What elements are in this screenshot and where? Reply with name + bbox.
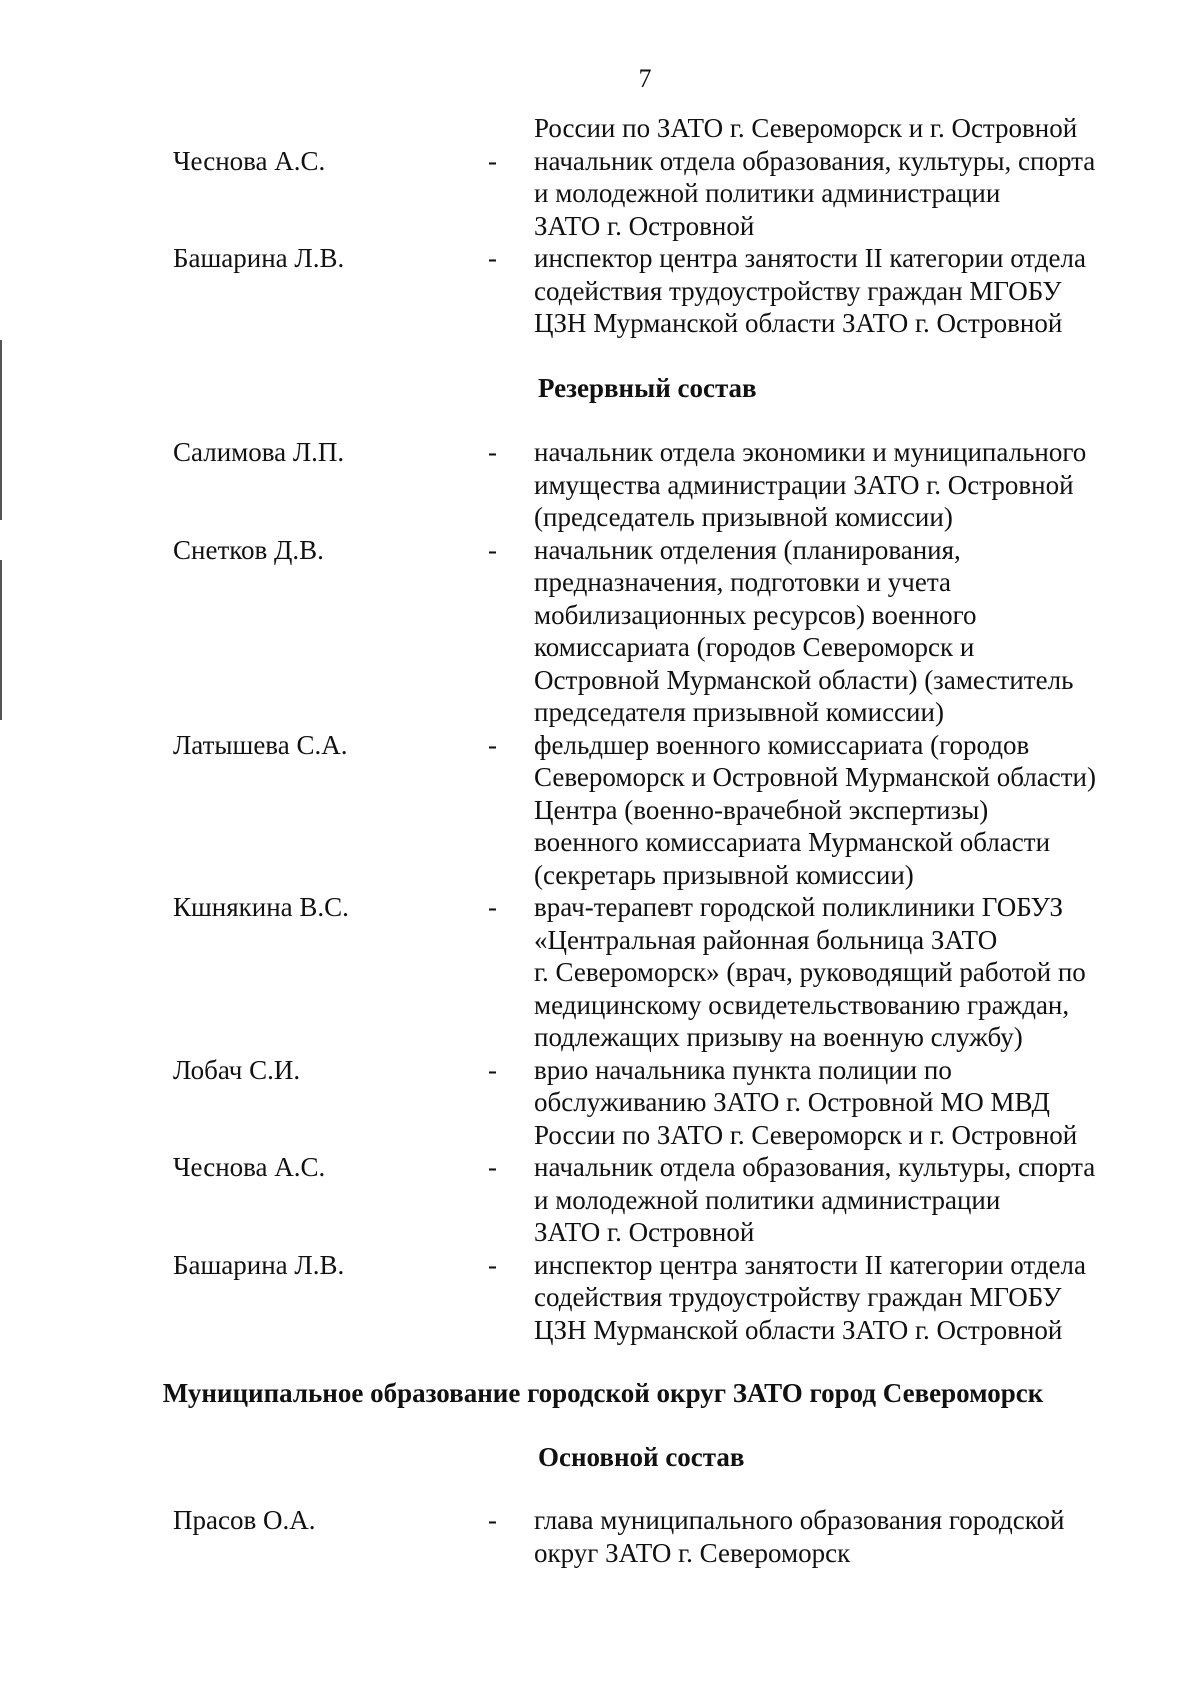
- position-line: подлежащих призыву на военную службу): [534, 1022, 1023, 1052]
- reserve-entries: [0, 436, 1200, 1346]
- dash-separator: -: [488, 243, 497, 273]
- dash-separator: -: [488, 437, 497, 467]
- dash-separator: -: [488, 892, 497, 922]
- dash-separator: -: [488, 1505, 497, 1535]
- position-line: ЦЗН Мурманской области ЗАТО г. Островной: [534, 1314, 1063, 1345]
- position-line: начальник отдела образования, культуры, спорта: [534, 1152, 1096, 1182]
- member-name: Салимова Л.П.: [173, 437, 345, 467]
- main-tail-entries: [0, 145, 1200, 340]
- member-position: [534, 1249, 1154, 1347]
- position-line: врач-терапевт городской поликлиники ГОБУЗ: [534, 892, 1064, 922]
- position-line: мобилизационных ресурсов) военного: [534, 599, 977, 630]
- position-line: (секретарь призывной комиссии): [534, 859, 914, 890]
- dash-separator: -: [488, 729, 497, 760]
- position-line: ЦЗН Мурманской области ЗАТО г. Островной: [534, 308, 1063, 338]
- position-line: председателя призывной комиссии): [534, 697, 944, 727]
- position-line: округ ЗАТО г. Североморск: [534, 1537, 851, 1568]
- commission-list: [0, 112, 1200, 1569]
- main-entries: [0, 1504, 1200, 1569]
- position-line: и молодежной политики администрации: [534, 178, 1001, 208]
- member-name: Башарина Л.В.: [173, 1249, 345, 1280]
- member-name: Латышева С.А.: [173, 729, 348, 760]
- position-line: «Центральная районная больница ЗАТО: [534, 924, 998, 955]
- member-row: [0, 729, 1200, 892]
- main-composition-heading: Основной состав: [538, 1441, 745, 1472]
- member-name: Лобач С.И.: [173, 1054, 301, 1085]
- member-position: [534, 1151, 1154, 1249]
- position-line: обслуживанию ЗАТО г. Островной МО МВД: [534, 1087, 1050, 1117]
- member-position: [534, 534, 1154, 729]
- position-line: Островной Мурманской области) (заместитель: [534, 664, 1074, 695]
- page-number: 7: [638, 64, 652, 93]
- member-row: [0, 242, 1200, 340]
- member-row: [0, 1504, 1200, 1569]
- position-line: содействия трудоустройству граждан МГОБУ: [534, 1282, 1062, 1312]
- position-line: и молодежной политики администрации: [534, 1184, 1001, 1215]
- member-name: Кшнякина В.С.: [173, 892, 349, 922]
- dash-separator: -: [488, 1152, 497, 1182]
- member-row: [0, 1151, 1200, 1249]
- continuation-row: [0, 112, 1200, 145]
- municipality-heading: Муниципальное образование городской округ ЗАТО город Североморск: [162, 1378, 1044, 1408]
- position-line: России по ЗАТО г. Североморск и г. Островной: [534, 1119, 1078, 1150]
- member-name: Башарина Л.В.: [173, 243, 345, 273]
- member-position: [534, 891, 1154, 1054]
- position-line: (председатель призывной комиссии): [534, 502, 953, 532]
- position-line: медицинскому освидетельствованию граждан,: [534, 989, 1070, 1020]
- member-position: [534, 436, 1154, 534]
- member-name: Чеснова А.С.: [173, 1152, 326, 1182]
- position-line: начальник отдела образования, культуры, спорта: [534, 145, 1096, 176]
- position-line: начальник отдела экономики и муниципального: [534, 437, 1087, 467]
- continuation-line: России по ЗАТО г. Североморск и г. Островной: [534, 113, 1078, 143]
- dash-separator: -: [488, 1249, 497, 1280]
- member-row: [0, 891, 1200, 1054]
- member-position: [534, 242, 1154, 340]
- member-position: [534, 1054, 1154, 1152]
- dash-separator: -: [488, 1054, 497, 1085]
- member-row: [0, 145, 1200, 243]
- position-line: врио начальника пункта полиции по: [534, 1054, 952, 1085]
- position-line: фельдшер военного комиссариата (городов: [534, 729, 1030, 760]
- position-line: г. Североморск» (врач, руководящий работой по: [534, 957, 1086, 987]
- member-position: [534, 729, 1154, 892]
- member-row: [0, 1249, 1200, 1347]
- position-line: военного комиссариата Мурманской области: [534, 827, 1051, 857]
- member-row: [0, 1054, 1200, 1152]
- position-line: Центра (военно-врачебной экспертизы): [534, 794, 989, 825]
- position-line: инспектор центра занятости II категории отдела: [534, 1249, 1086, 1280]
- position-line: глава муниципального образования городской: [534, 1505, 1065, 1535]
- dash-separator: -: [488, 145, 497, 176]
- member-name: Прасов О.А.: [173, 1505, 316, 1535]
- position-line: Североморск и Островной Мурманской области): [534, 762, 1096, 792]
- scan-edge-mark: [0, 560, 2, 720]
- dash-separator: -: [488, 534, 497, 565]
- position-line: инспектор центра занятости II категории отдела: [534, 243, 1086, 273]
- position-line: комиссариата (городов Североморск и: [534, 632, 975, 662]
- position-line: ЗАТО г. Островной: [534, 210, 755, 241]
- member-row: [0, 436, 1200, 534]
- member-position: [534, 145, 1154, 243]
- member-name: Чеснова А.С.: [173, 145, 326, 176]
- position-line: предназначения, подготовки и учета: [534, 567, 951, 597]
- reserve-heading: Резервный состав: [538, 372, 757, 403]
- position-line: содействия трудоустройству граждан МГОБУ: [534, 275, 1062, 306]
- position-line: имущества администрации ЗАТО г. Островной: [534, 469, 1074, 500]
- member-position: [534, 1504, 1154, 1569]
- position-line: начальник отделения (планирования,: [534, 534, 961, 565]
- member-row: [0, 534, 1200, 729]
- position-line: ЗАТО г. Островной: [534, 1217, 755, 1247]
- member-name: Снетков Д.В.: [173, 534, 324, 565]
- scan-edge-mark: [0, 340, 2, 520]
